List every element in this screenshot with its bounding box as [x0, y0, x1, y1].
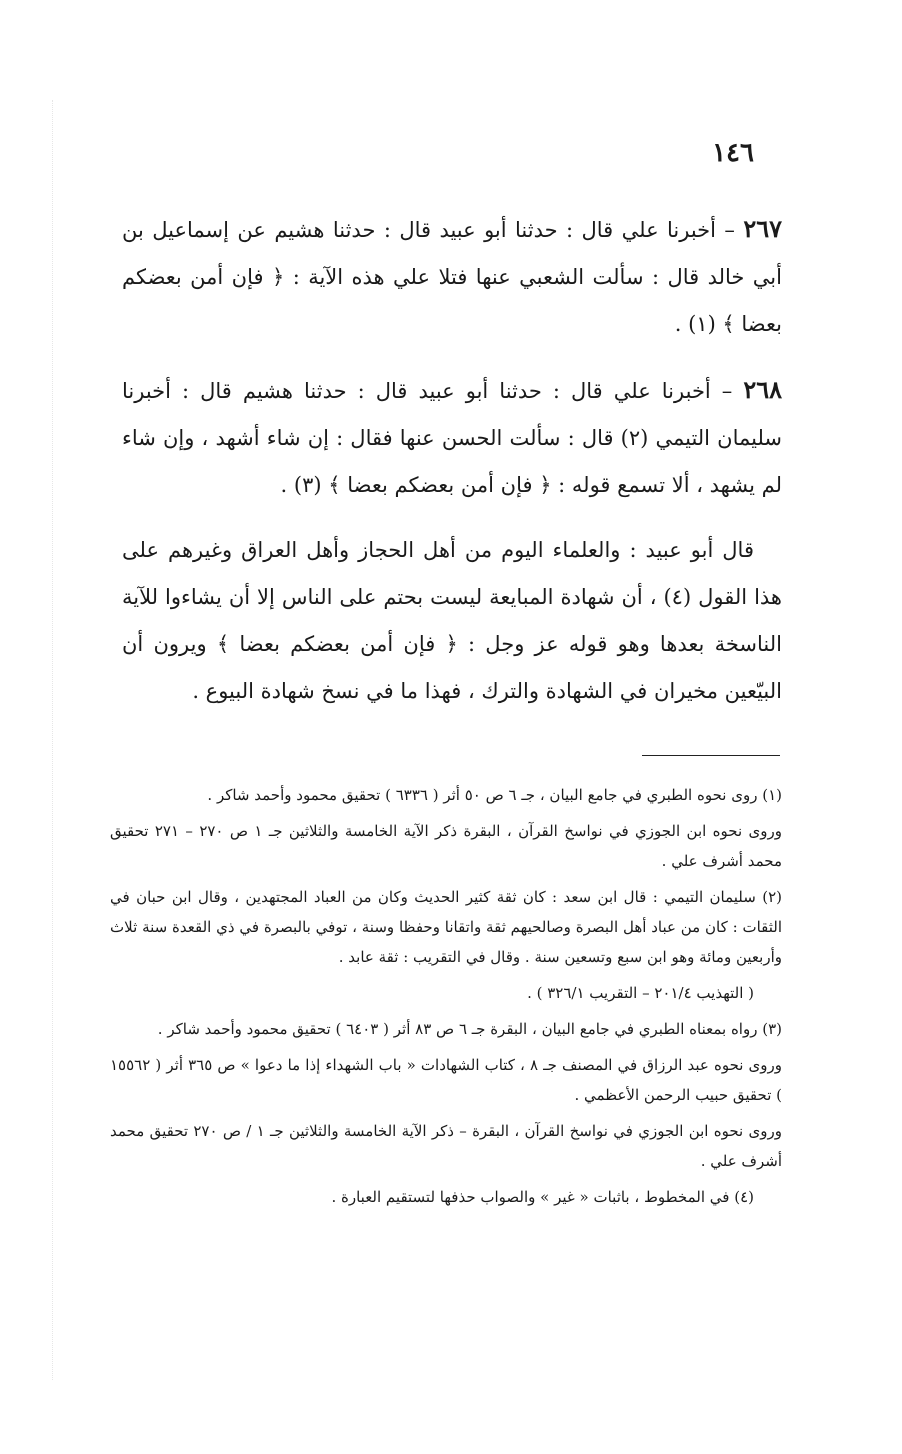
footnotes-section	[110, 780, 782, 1218]
footnote-2: (٢) سليمان التيمي : قال ابن سعد : كان ثقة كثير الحديث وكان من العباد المجتهدين ، وقال ابن حبان في الثقات : كان من عباد أهل البصرة وصالحيهم ثقة واتقانا وحفظا وسنة ، توفي بالبصرة في ذي القعدة سنة ثلاث وأربعين ومائة وهو ابن سبع وتسعين سنة . وقال في التقريب : ثقة عابد .	[110, 888, 783, 966]
footnote-4: (٤) في المخطوط ، باثبات « غير » والصواب حذفها لتستقيم العبارة .	[331, 1188, 754, 1206]
paragraph-text: قال أبو عبيد : والعلماء اليوم من أهل الحجاز وأهل العراق وغيرهم على هذا القول (٤) ، أن شهادة المبايعة ليست بحتم على الناس إلا أن يشاءوا للآية الناسخة بعدها وهو قوله عز وجل : ﴿ فإن أمن بعضكم بعضا ﴾ ويرون أن البيّعين مخيران في الشهادة والترك ، فهذا ما في نسخ شهادة البيوع .	[122, 538, 782, 703]
footnote-1-continued: وروى نحوه ابن الجوزي في نواسخ القرآن ، البقرة ذكر الآية الخامسة والثلاثين جـ ١ ص ٢٧٠ – ٢٧١ تحقيق محمد أشرف علي .	[110, 822, 783, 870]
page-number: ١٤٦	[712, 138, 754, 168]
footnote-3-continued: وروى نحوه عبد الرزاق في المصنف جـ ٨ ، كتاب الشهادات « باب الشهداء إذا ما دعوا » ص ٣٦٥ أثر ( ١٥٥٦٢ ) تحقيق حبيب الرحمن الأعظمي .	[110, 1056, 783, 1104]
scan-gutter-line	[52, 100, 53, 1380]
main-text-body	[122, 205, 782, 733]
footnote-separator	[642, 755, 780, 756]
footnote-1: (١) روى نحوه الطبري في جامع البيان ، جـ ٦ ص ٥٠ أثر ( ٦٣٣٦ ) تحقيق محمود وأحمد شاكر .	[207, 786, 782, 804]
paragraph-number: ٢٦٨	[743, 375, 782, 404]
paragraph-number: ٢٦٧	[743, 214, 782, 243]
paragraph-text: – أخبرنا علي قال : حدثنا أبو عبيد قال : حدثنا هشيم عن إسماعيل بن أبي خالد قال : سألت الشعبي عنها فتلا علي هذه الآية : ﴿ فإن أمن بعضكم بعضا ﴾ (١) .	[122, 218, 782, 336]
paragraph-267	[122, 205, 782, 348]
footnote-3: (٣) رواه بمعناه الطبري في جامع البيان ، البقرة جـ ٦ ص ٨٣ أثر ( ٦٤٠٣ ) تحقيق محمود وأحمد شاكر .	[157, 1020, 782, 1038]
paragraph-text: – أخبرنا علي قال : حدثنا أبو عبيد قال : حدثنا هشيم قال : أخبرنا سليمان التيمي (٢) قال : سألت الحسن عنها فقال : إن شاء أشهد ، وإن شاء لم يشهد ، ألا تسمع قوله : ﴿ فإن أمن بعضكم بعضا ﴾ (٣) .	[122, 379, 782, 497]
footnote-2-references: ( التهذيب ٢٠١/٤ – التقريب ٣٢٦/١ ) .	[527, 984, 754, 1002]
paragraph-abu-ubaid	[122, 527, 782, 715]
paragraph-268	[122, 366, 782, 509]
footnote-3-continued-2: وروى نحوه ابن الجوزي في نواسخ القرآن ، البقرة – ذكر الآية الخامسة والثلاثين جـ ١ / ص ٢٧٠ تحقيق محمد أشرف علي .	[110, 1122, 782, 1170]
